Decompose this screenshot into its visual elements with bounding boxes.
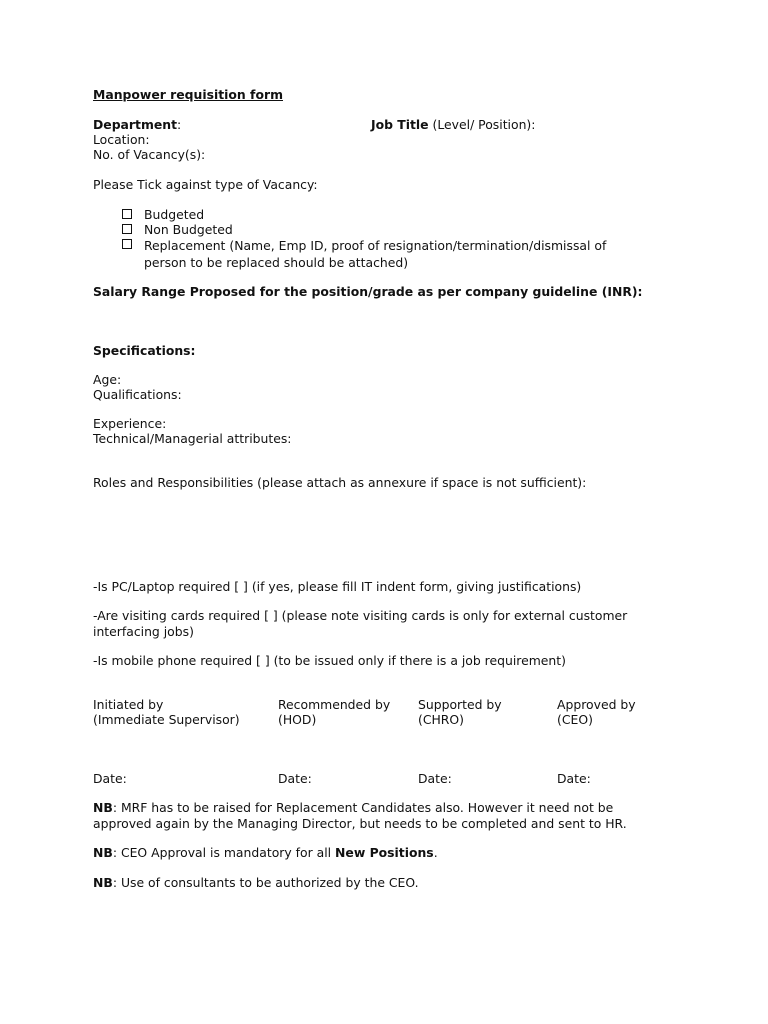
department-field (93, 117, 181, 132)
visiting-cards-question-cont: interfacing jobs) (93, 624, 194, 639)
vacancies-label: No. of Vacancy(s): (93, 147, 206, 162)
date-approved: Date: (557, 771, 591, 786)
note-ceo-end: . (433, 845, 438, 860)
nb-label: NB (93, 845, 113, 860)
attributes-label: Technical/Managerial attributes: (93, 431, 292, 446)
job-title-hint: (Level/ Position): (428, 117, 536, 132)
visiting-cards-question: -Are visiting cards required [ ] (please note visiting cards is only for external customer (93, 608, 628, 623)
note-replacement-text: : MRF has to be raised for Replacement Candidates also. However it need not be (112, 800, 614, 815)
date-recommended: Date: (278, 771, 312, 786)
signatory-supported-role: Supported by (418, 697, 502, 712)
experience-label: Experience: (93, 416, 167, 431)
mobile-question: -Is mobile phone required [ ] (to be issued only if there is a job requirement) (93, 653, 566, 668)
note-new-positions: New Positions (335, 845, 434, 860)
signatory-approved-role: Approved by (557, 697, 636, 712)
option-non-budgeted-label: Non Budgeted (144, 222, 233, 237)
checkbox-budgeted[interactable] (122, 209, 132, 219)
note-replacement (93, 800, 613, 815)
job-title-label: Job Title (371, 117, 429, 132)
note-ceo-text: : CEO Approval is mandatory for all (112, 845, 336, 860)
note-consultants-text: : Use of consultants to be authorized by the CEO. (112, 875, 419, 890)
signatory-recommended-who: (HOD) (278, 712, 317, 727)
nb-label: NB (93, 800, 113, 815)
qualifications-label: Qualifications: (93, 387, 182, 402)
form-title: Manpower requisition form (93, 87, 283, 102)
note-replacement-cont: approved again by the Managing Director, but needs to be completed and sent to HR. (93, 816, 627, 831)
roles-label: Roles and Responsibilities (please attach as annexure if space is not sufficient): (93, 475, 587, 490)
note-ceo-approval (93, 845, 438, 860)
age-label: Age: (93, 372, 122, 387)
signatory-recommended-role: Recommended by (278, 697, 391, 712)
vacancy-prompt: Please Tick against type of Vacancy: (93, 177, 318, 192)
pc-question: -Is PC/Laptop required [ ] (if yes, please fill IT indent form, giving justifications) (93, 579, 582, 594)
signatory-approved-who: (CEO) (557, 712, 593, 727)
date-initiated: Date: (93, 771, 127, 786)
signatory-initiated-who: (Immediate Supervisor) (93, 712, 240, 727)
location-label: Location: (93, 132, 150, 147)
option-budgeted-label: Budgeted (144, 207, 205, 222)
department-colon: : (177, 117, 182, 132)
option-replacement-label-cont: person to be replaced should be attached) (144, 255, 409, 270)
department-label: Department (93, 117, 178, 132)
note-consultants (93, 875, 419, 890)
job-title-field (371, 117, 535, 132)
specifications-heading: Specifications: (93, 343, 196, 358)
signatory-supported-who: (CHRO) (418, 712, 464, 727)
date-supported: Date: (418, 771, 452, 786)
nb-label: NB (93, 875, 113, 890)
salary-heading: Salary Range Proposed for the position/grade as per company guideline (INR): (93, 284, 643, 299)
option-replacement-label: Replacement (Name, Emp ID, proof of resignation/termination/dismissal of (144, 238, 607, 253)
checkbox-replacement[interactable] (122, 239, 132, 249)
signatory-initiated-role: Initiated by (93, 697, 164, 712)
checkbox-non-budgeted[interactable] (122, 224, 132, 234)
